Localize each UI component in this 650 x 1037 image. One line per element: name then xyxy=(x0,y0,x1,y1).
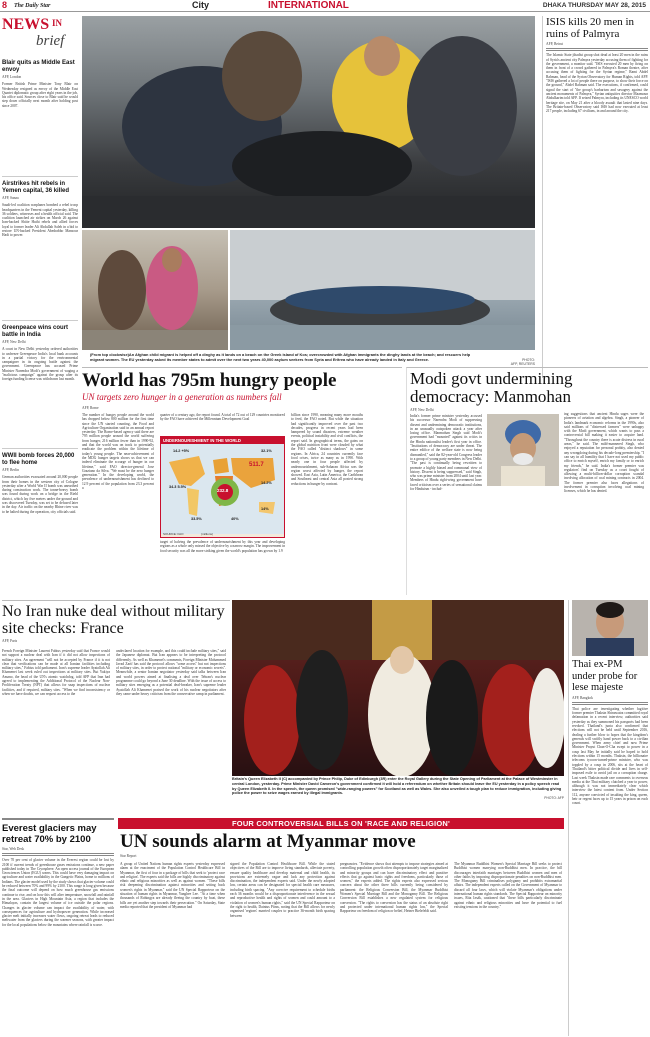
map-label: 14.2% xyxy=(261,481,272,485)
migrant-photo-women xyxy=(82,230,228,350)
brief-item xyxy=(2,60,78,138)
thai-headline: Thai ex-PM under probe for lese majeste xyxy=(572,659,638,693)
hunger-col1: The number of hungry people around the world has dropped below 800 million for the first time since the UN started counting, the Food and Agriculture Organization said in an annual report yesterday. The Rome-based agency said there are 795 million people around the world suffering from hunger, 216 million fewer than in 1990-92, and that the world was on track to potentially eradicate the problem within the lifetime of today's young people. The near-achievement of the MDG hunger targets shows us that we can indeed eliminate the scourge of hunger in our lifetime," said FAO director-general Jose Graziano da Silva. "We must be the zero hunger generation." In the developing world, the prevalence of undernourishment has declined to 12.9 percent of the population from 23.3 percent a xyxy=(82,413,154,491)
map-label: 32.1% xyxy=(261,449,272,453)
brief-body: A court in New Delhi yesterday ordered authorities to unfreeze Greenpeace India's local bank accounts in a partial victory for the environmental campaigner in its ongoing battle against the government. Greenpeace has accused Prime Minister Narendra Modi's government of waging a "malicious campaign" against the group after its foreign funding license was withdrawn last month. xyxy=(2,347,78,382)
glacier-body: Over 70 per cent of glacier volume in the Everest region could be lost by 2100 if current trends of greenhouse gases emissions continue, a new paper published today in The Cryosphere. An open access journal of the European Geosciences Union (EGU) warns. This could have very damaging impact on agriculture and water availability in the Gangetic Plains, home to millions of Indians. The glacier model used by the study shows that glacier volume could be reduced between 70% and 99% by 2100. This range is long given because the final outcome will depend on how much greenhouse gas emissions continue to rise, and on how this will alter temperature, snowfall and rainfall in the area. Glaciers in High Mountain Asia, a region that includes the Himalayas, contain the largest volume of ice outside the polar regions. Changes in glacier volume can impact the availability of water, with consequences for agriculture and hydropower generation. While increased glacier melt initially increases water flows, ongoing retreat leads to reduced meltwater from the glaciers during the warmer seasons, with greater impact for the local populations below the mountains where rainfall is scarce. xyxy=(2,858,114,927)
brief-body: Former British Prime Minister Tony Blair on Wednesday resigned as envoy of the Middle East Quartet diplomatic group after eight years in the job, his office said. Sources close to Blair said he would step down officially next month after holding post since 2007. xyxy=(2,82,78,108)
modi-col2: ing suggestions that ancient Hindu sages were the pioneers of aviation and algebra. Singh, a pioneer of India's landmark economic reforms in the 1990s, also said millions of "distressed farmers" were unhappy with the Modi government, which wants to pass a controversial bill making it easier to acquire land. "Throughout the country there is acute distress in rural areas," he said. The mild-mannered Singh, who enjoyed a reputation for personal probity, also denied any wrongdoing during his decade-long premiership. "I can say in all humility that I have not used my public office to enrich myself, enrich my family or to enrich my friends," he said. India's former premier was regulators' find on Tuesday as a court fought of allowing a multi-billion-dollar corruption scandal involving allocation of coal mining contracts in 2004. The former premier also faces allegations of involvement in corruption involving coal mining licenses, which he has denied. xyxy=(564,412,644,494)
iran-headline: No Iran nuke deal without military site checks: France xyxy=(2,603,225,637)
modi-col1: India's former prime minister yesterday accused his successor Narendra Modi of suppressing dissent and undermining democratic institutions, in an unusually outspoken attack a year after losing office. Manmohan Singh said Modi's government had "mounted" against its critics in the Hindu nationalist leader's first year in office. "Institutions of democracy are under threat. The entire edifice of the welfare state is now being dismantled," said the 82-year-old Congress leader to a group of young party members in New Delhi. "The past is continually being rewritten to promote a highly biased and communal view of history. Dissent is being suppressed," said Singh, who was prime minister from 2004 until last year. Members of Hindu right-wing government have faced criticism over a series of sensational claims for Hinduism - includ- xyxy=(410,414,482,492)
glacier-rule xyxy=(2,853,114,856)
map-label: 14.2 +5% xyxy=(173,449,190,453)
hunger-story xyxy=(82,367,402,595)
thai-rule xyxy=(572,702,648,705)
migrant-photo-dinghy xyxy=(230,230,535,350)
manmohan-photo xyxy=(487,414,559,486)
map-label: 33.5% xyxy=(191,517,202,521)
queen-caption-text: Britain's Queen Elizabeth II (C) accompanied by Prince Philip, Duke of Edinburgh (3R) enter the Royal Gallery during the State Opening of Parliament at the Palace of Westminster in central London, yesterday. Prime Minister David Cameron's government confirmed it will hold a referendum on whether Britain should leave the EU yesterday in a policy speech read by Queen Elizabeth II. In the speech, the queen promised "wide-ranging powers" for Scotland as well as Wales. She also unveiled a tough plan to reduce immigration, including giving police the power to seize wages earned by illegal immigrants. xyxy=(232,777,562,796)
brief-item xyxy=(2,320,78,425)
myanmar-col3: pregnancies. "Evidence shows that attempts to impose strategies aimed at controlling population growth often disproportionately target marginalized and minority groups and can have discriminatory effect and punitive effects that go against basic rights and freedoms, particularly those of women," the experts added. The rights experts also expressed serious concern about the other three bills currently being considered by parliament: the Religious Conversion Bill, the Myanmar Buddhist Women's Special Marriage Bill and the Monogamy Bill. The Religious Conversion Bill establishes a new regulated system for religious conversion. "The rights to conversion has the status of an absolute right and protected under international human rights law," the Special Rapporteur on freedom of religion or belief, Heiner Bielefeldt said. xyxy=(340,862,448,914)
thai-body: Thai police are investigating whether fugitive former premier Thaksin Shinawatra committed royal defamation in a recent interview, authorities said yesterday as they summoned his passports had been revoked. Thailand's junta also confirmed that elections will not be held until September 2016, dealing a further blow to hopes that the kingdom's generals will swiftly hand power back to a civilian government. When army chief and now Prime Minister Prayut Chan-O-Cha swept to power in a coup last May he initially said he hoped to hold elections within 15 months. Thaksin, the billionaire telecoms tycoon-turned-prime minister, who was toppled by a coup in 2006, sits at the heart of Thailand's bitter political divide and lives in self-imposed exile to avoid jail on a corruption charge. Last week Thaksin made rare comments to overseas media at the Thai military clutched a year to power, although it was not immediately clear which interview the latest content from. Under Section 112, anyone convicted of insulting the king, queen, heir or regent faces up to 15 years in prison on each count. xyxy=(572,706,648,806)
section-city: City xyxy=(192,0,210,10)
hunger-headline: World has 795m hungry people xyxy=(82,370,337,391)
queen-caption xyxy=(232,777,564,800)
modi-headline: Modi govt undermining democracy: Manmohan xyxy=(410,369,573,406)
iran-story xyxy=(2,600,230,812)
news-in-brief xyxy=(2,16,78,596)
brief-headline: Airstrikes hit rebels in Yemen capital, 36 killed xyxy=(2,181,70,194)
isis-rule xyxy=(546,48,648,51)
brief-body: German authorities evacuated around 20,000 people from their homes in the western city of Cologne yesterday after a World War II bomb was unearthed during construction work. The tonne-heavy bomb was found during work on a bridge in the Riehl district, which lay five metres under the ground and was discovered Tuesday, was set to be defused later in the day. Air traffic on the nearby Rhine river was to be halted during the operation, city officials said. xyxy=(2,475,78,514)
paper-name: The Daily Star xyxy=(14,3,51,9)
map-label: 40% xyxy=(231,517,239,521)
queen-photo-credit: PHOTO: AFP xyxy=(544,796,564,801)
page-number: 8 xyxy=(2,0,8,10)
brief-item xyxy=(2,176,78,289)
thaksin-photo-art xyxy=(572,600,648,656)
brief-source: AFP, Sanaa xyxy=(2,196,19,200)
myanmar-source: Star Report xyxy=(120,854,137,858)
migrant-photo-boat-art xyxy=(82,16,535,228)
brief-source: AFP, London xyxy=(2,75,22,79)
glacier-headline: Everest glaciers may retreat 70% by 2100 xyxy=(2,823,97,845)
brief-headline: Greenpeace wins court battle in India xyxy=(2,325,69,338)
glacier-source: Star, Web Desk xyxy=(2,847,25,851)
isis-headline: ISIS kills 20 men in ruins of Palmyra xyxy=(546,16,635,40)
hunger-map xyxy=(160,436,285,538)
top-photo-caption xyxy=(90,352,480,362)
dateline: DHAKA THURSDAY MAY 28, 2015 xyxy=(542,2,646,9)
migrant-photo-women-art xyxy=(82,230,228,350)
hunger-col2-top: quarter of a century ago, the report found. A total of 72 out of 129 countries monitored by the FAO have achieved the Millennium Development Goal xyxy=(160,413,285,422)
myanmar-banner: FOUR CONTROVERSIAL BILLS ON 'RACE AND RELIGION' xyxy=(118,818,564,829)
myanmar-col1: A group of United Nations human rights experts yesterday expressed alarm at the enactment of the Population Control Healthcare Bill in Myanmar, the first of four in a package of bills that seek to 'protect race and religion'. The experts said the bills are highly discriminatory against ethnic and religious minorities as well as against women. "These bills risk deepening discrimination against minorities and setting back women's rights in Myanmar," said the UN Special Rapporteur on the situation of human rights in Myanmar, Yanghee Lee. "At a time when thousands of Rohingya are already fleeing the country by boat, these bills are yet another step towards their persecution." On Saturday, State media reported that the president of Myanmar had xyxy=(120,862,225,909)
queen-photo xyxy=(232,600,564,776)
queen-photo-art xyxy=(232,600,564,776)
hunger-source: AFP, Rome xyxy=(82,406,99,410)
brief-source: AFP, New Delhi xyxy=(2,340,26,344)
migrant-photo-boat xyxy=(82,16,535,228)
thaksin-photo xyxy=(572,600,648,656)
modi-source: AFP, New Delhi xyxy=(410,408,434,412)
top-photo-credit-name: AFP, REUTERS xyxy=(510,362,535,367)
masthead xyxy=(0,0,650,12)
top-photo-caption-text: (From top clockwise)An Afghan child migrant is helped off a dinghy as it lands on a beach on the Greek island of Kos; overcrowded with Afghan immigrants the dinghy lands at the beach; and rescuers help migrant women. The EU yesterday asked its member states to admit over the next two years 40,000 asylum seekers from Syria and Eritrea who have already landed in Italy and Greece. xyxy=(90,352,471,362)
brief-title xyxy=(2,16,78,56)
map-label: 14% xyxy=(261,507,269,511)
map-label: 511.7 xyxy=(249,462,264,468)
iran-col2: undeclared location for example, and this could include military sites," said the Japanese diplomat. But Iran appears to be interpreting the protocol differently. As well as Khamenei's comments, Foreign Minister Mohammed Javad Zarif has said the protocol allows "some access" but not inspections of military sites, in order to protect national "military or economic secrets". Meanwhile, a senior Iranian negotiator yesterday said talks between Iran and world powers aimed at finalising a deal over Tehran's nuclear programme could go beyond a June 30 deadline. With the issue of access to military sites emerging as a potential deal-breaker, Iran's supreme leader Ayatollah Ali Khamenei praised the work of his nuclear negotiators after they came under heavy criticism from the conservative camp in parliament. xyxy=(116,649,226,696)
brief-title-brief: brief xyxy=(36,33,65,49)
hunger-map-title: UNDERNOURISHMENT IN THE WORLD xyxy=(161,437,284,444)
iran-source: AFP, Paris xyxy=(2,639,18,643)
isis-source: AFP, Beirut xyxy=(546,42,563,46)
brief-headline: WWII bomb forces 20,000 to flee home xyxy=(2,453,75,466)
map-source: SOURCE: FAO xyxy=(163,531,184,536)
brief-headline: Blair quits as Middle East envoy xyxy=(2,60,75,73)
migrant-photo-dinghy-art xyxy=(230,230,535,350)
thai-story xyxy=(568,600,648,1036)
myanmar-col4: The Myanmar Buddhist Women's Special Marriage Bill seeks to protect Buddhist women marrying non-Buddhist men. In practice, the bill discourages interfaith marriages between Buddhist women and men of other faiths by imposing disproportionate penalties on non-Buddhist men. The Monogamy Bill criminalises polygamy and prohibits extramarital affairs. The independent experts called on the Government of Myanmar to discard all four laws, which will violate Myanmar's obligations under international human rights standards. The Special Rapporteur on minority issues, Rita Izsák, cautioned that "these bills particularly discriminate against ethnic and religious minorities and have the potential to fuel existing tensions in the country." xyxy=(454,862,562,909)
map-unit: (millions) xyxy=(201,531,213,536)
top-photo-credit-label: PHOTO: xyxy=(522,358,535,362)
glacier-story xyxy=(2,818,114,1036)
hunger-subhead: UN targets zero hunger in a generation as numbers fall xyxy=(82,392,282,402)
hunger-col2-bottom: target of halving the prevalence of undernourishment by this year and developing regions as a whole only missed the objective by a narrow margin. The improvement in food security was all the more striking given the world's population has grown by 1.9 xyxy=(160,540,285,553)
iran-col1: French Foreign Minister Laurent Fabius yesterday said that France would not support a nuclear deal with Iran if it did not allow inspections of military sites. An agreement "will not be accepted by France if it is not clear that verifications can be made at all Iranian facilities including military sites," Fabius told parliament. Iran's supreme leader Ayatollah Ali Khamenei last week ruled out inspections at military sites. But Yukiya Amano, the head of the UN's atomic watchdog, told AFP that Iran had agreed to implementing the Additional Protocol of the Nuclear Non-Proliferation Treaty (NPT) that allows for snap inspections of nuclear facilities, and if required, military sites. "When we find inconsistency or when we have doubts, we can request access to the xyxy=(2,649,110,696)
isis-story xyxy=(542,16,648,378)
isis-body: The Islamic State jihadist group shot dead at least 20 men in the ruins of Syria's ancient city Palmyra yesterday accusing them of fighting for the government, a monitor said. "ISIS executed 20 men by firing on them in front of a crowd gathered in Palmyra's Roman theatre, after accusing them of fighting for the Syrian regime," Rami Abdel Rahman, head of the Syrian Observatory for Human Rights, told AFP. "ISIS gathered a lot of people there on purpose, to show their force on the ground," Abdel Rahman said. The executions, if confirmed, could signal the start of "the group's barbarism and savagery against the ancient monuments of Palmyra," Syrian antiquities director Maamoun Abdulkarim told AFP. If seized Palmyra, including its UNESCO world heritage site, on May 21 after a bloody assault that lasted nine days. The Britain-based Observatory said ISIS had now executed at least 217 people, including 67 civilians, in and around the city. xyxy=(546,53,648,114)
manmohan-photo-art xyxy=(487,414,559,486)
brief-body: Saudi-led coalition warplanes bombed a rebel troop headquarters in the Yemeni capital yesterday, killing 36 soldiers, witnesses and a health official said. The coalition launched air strikes on March 26 against Iran-backed Shiite Huthi rebels and allied forces loyal to former leader Ali Abdullah Saleh in a bid to restore UN-backed President Abedrabbo Mansour Hadi to power. xyxy=(2,203,78,238)
brief-title-in: IN xyxy=(52,18,63,28)
brief-title-news: NEWS xyxy=(2,16,50,33)
modi-story xyxy=(406,367,648,595)
myanmar-col2: signed the Population Control Healthcare Bill. While the stated objectives of the Bill are to improve living standards, alleviate poverty, ensure quality healthcare and develop maternal and child health, its provisions are extremely vague and lack any protection against discrimination, the independent experts said. Under the newly adopted law, certain areas can be designated for special health care measures, including birth spacing. "Any coercive requirement to schedule births each 36 months would be a disproportionate interference in the sexual and reproductive health and rights of women and could amount to a violation of women's human rights," said the UN Special Rapporteur on the right to health, Dainius Pūras, noting that the Bill allows for newly organised 'regions' married couples to practice 36-month birth spacing between xyxy=(230,862,335,918)
map-label: 232.8 xyxy=(217,488,229,493)
brief-item xyxy=(2,448,78,583)
section-title: INTERNATIONAL xyxy=(268,0,349,11)
brief-source: AFP, Berlin xyxy=(2,468,19,472)
map-label: 34.3 5.5% xyxy=(169,485,187,489)
hunger-col3: billion since 1990, meaning many more mouths to feed, the FAO noted. But while the situation had significantly improved over the past two decades, progress in recent years had been hampered by sound disasters, extreme weather events, political instability and civil conflicts, the report said. In geographical terms, the gains on the global nutrition front were clouded by what the FAO called "distinct shadows" in some regions. In Africa, 24 countries currently face food crises, twice as many as in 1990. With nearly one in four people affected by undernourishment, sub-Saharan Africa was the region worst affected by hunger, the report showed. East Asia, Latin America, the Caribbean and Southeast and central Asia all posted strong reductions in hunger by contrast. xyxy=(291,413,363,486)
myanmar-story xyxy=(118,818,564,1036)
thai-source: AFP, Bangkok xyxy=(572,695,593,700)
myanmar-headline: UN sounds alarm at Myanmar move xyxy=(120,831,416,852)
top-photo-credit xyxy=(495,358,535,366)
